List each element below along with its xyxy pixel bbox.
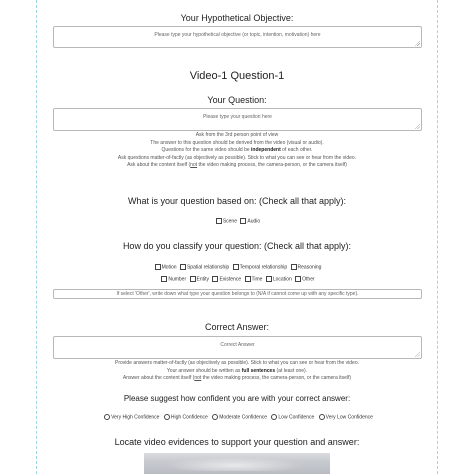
- resize-grip-icon[interactable]: [414, 123, 420, 129]
- checkbox-label: Number: [168, 276, 187, 283]
- objective-textarea[interactable]: [53, 26, 422, 48]
- motion-checkbox[interactable]: [155, 264, 161, 270]
- checkbox-label: Scene: [222, 218, 237, 225]
- guideline-text: Ask from the 3rd person point of view: [195, 132, 279, 138]
- objective-title: Your Hypothetical Objective:: [180, 13, 294, 23]
- checkbox-label: Spatial relationship: [186, 264, 230, 271]
- question-placeholder: Please type your question here: [203, 114, 272, 120]
- checkbox-label: Existence: [219, 276, 242, 283]
- temporal-relationship-checkbox[interactable]: [233, 264, 239, 270]
- checkbox-label: Entity: [196, 276, 210, 283]
- classify-row-1: [0, 264, 474, 270]
- reasoning-checkbox[interactable]: [291, 264, 297, 270]
- evidence-title: Locate video evidences to support your question and answer:: [114, 437, 360, 447]
- checkbox-label: Time: [251, 276, 263, 283]
- other-checkbox[interactable]: [295, 276, 301, 282]
- scene-checkbox[interactable]: [216, 218, 222, 224]
- guideline-text: Your answer should be written as full sentences (at least one).: [166, 367, 308, 374]
- answer-title: Correct Answer:: [204, 322, 270, 332]
- very-high-confidence-radio[interactable]: [104, 414, 110, 420]
- very-low-confidence-radio[interactable]: [319, 414, 325, 420]
- resize-grip-icon[interactable]: [414, 40, 420, 46]
- existence-checkbox[interactable]: [212, 276, 218, 282]
- checkbox-label: Location: [272, 276, 292, 283]
- answer-placeholder: Correct Answer: [220, 342, 255, 348]
- guideline-text: Provide answers matter-of-factly (as objectively as possible). Stick to what you can see or hear from the video.: [115, 360, 359, 366]
- answer-textarea[interactable]: [53, 336, 422, 359]
- video-player[interactable]: [144, 453, 330, 474]
- guideline-text: Ask about the content itself (not the video making process, the camera-person, or the camera itself): [127, 162, 347, 168]
- time-checkbox[interactable]: [245, 276, 251, 282]
- moderate-confidence-radio[interactable]: [212, 414, 218, 420]
- objective-placeholder: Please type your hypothetical objective (or topic, intention, motivation) here: [154, 32, 321, 38]
- guideline-text: Questions for the same video should be independent of each other.: [161, 147, 313, 153]
- radio-label: Moderate Confidence: [219, 414, 268, 421]
- guideline-text: Ask questions matter-of-factly (as objectively as possible). Stick to what you can see or hear from the video.: [117, 154, 357, 161]
- answer-guidelines: [0, 360, 474, 383]
- checkbox-label: Audio: [247, 218, 261, 225]
- based-on-options: [0, 218, 474, 224]
- classify-title: How do you classify your question: (Check all that apply):: [122, 241, 352, 251]
- question-guidelines: [0, 132, 474, 170]
- other-type-placeholder: If select 'Other', write down what type your question belongs to (N/A if cannot come up with any specific type).: [116, 291, 359, 297]
- low-confidence-radio[interactable]: [271, 414, 277, 420]
- guideline-text: Answer about the content itself (not the video making process, the camera-person, or the camera itself): [122, 375, 352, 381]
- question-heading: Video-1 Question-1: [189, 70, 285, 82]
- your-question-title: Your Question:: [207, 95, 267, 105]
- number-checkbox[interactable]: [161, 276, 167, 282]
- confidence-title: Please suggest how confident you are with your correct answer:: [123, 394, 351, 403]
- checkbox-label: Motion: [161, 264, 177, 271]
- classify-row-2: [0, 276, 474, 282]
- checkbox-label: Reasoning: [297, 264, 322, 271]
- radio-label: Very Low Confidence: [325, 414, 373, 421]
- audio-checkbox[interactable]: [240, 218, 246, 224]
- confidence-options: [0, 414, 474, 420]
- spatial-relationship-checkbox[interactable]: [180, 264, 186, 270]
- guideline-text: The answer to this question should be derived from the video (visual or audio).: [150, 139, 324, 146]
- checkbox-label: Temporal relationship: [239, 264, 288, 271]
- radio-label: Low Confidence: [278, 414, 315, 421]
- based-on-title: What is your question based on: (Check all that apply):: [127, 196, 347, 206]
- resize-grip-icon[interactable]: [414, 351, 420, 357]
- high-confidence-radio[interactable]: [164, 414, 170, 420]
- question-textarea[interactable]: [53, 108, 422, 131]
- radio-label: High Confidence: [170, 414, 208, 421]
- other-type-input[interactable]: [53, 289, 422, 299]
- radio-label: Very High Confidence: [111, 414, 160, 421]
- entity-checkbox[interactable]: [190, 276, 196, 282]
- checkbox-label: Other: [302, 276, 315, 283]
- location-checkbox[interactable]: [266, 276, 272, 282]
